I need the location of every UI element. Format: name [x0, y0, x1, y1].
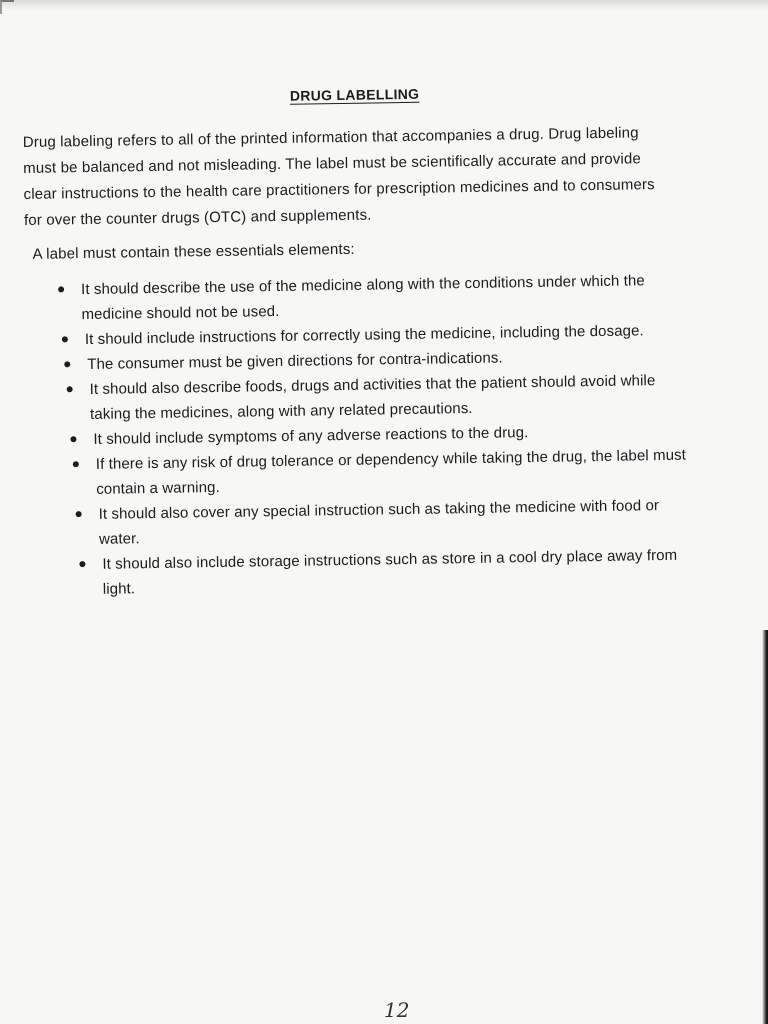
- list-item-text: It should include symptoms of any adverse reactions to the drug.: [93, 424, 529, 448]
- bullet-dot-icon: [76, 511, 82, 517]
- page-title: [22, 82, 687, 108]
- document-body: [22, 82, 695, 603]
- scan-corner-mark: [0, 0, 14, 14]
- list-intro: A label must contain these essentials elements:: [32, 240, 355, 263]
- list-item-text: The consumer must be given directions for contra-indications.: [87, 349, 503, 374]
- scan-edge-right: [762, 630, 768, 1024]
- list-item-text: It should also include storage instructions such as store in a cool dry place away from light.: [102, 546, 678, 598]
- page-number: 12: [384, 998, 410, 1022]
- list-item-text: It should also cover any special instruction such as taking the medicine with food or water.: [98, 497, 660, 548]
- bullet-dot-icon: [70, 436, 76, 442]
- intro-paragraph: Drug labeling refers to all of the printed information that accompanies a drug. Drug labeling must be balanced and not misleading. The label must be scientifically accurate and provide clear instructions to the health care practitioners for prescription medicines and to consumers for over the counter drugs (OTC) and supplements.: [22, 124, 655, 229]
- list-item-text: It should include instructions for correctly using the medicine, including the dosage.: [84, 322, 644, 349]
- page-title-text: DRUG LABELLING: [289, 85, 420, 104]
- list-item-text: It should also describe foods, drugs and activities that the patient should avoid while taking the medicines, along with any related precautions.: [89, 372, 656, 423]
- bullet-dot-icon: [64, 361, 70, 367]
- list-item-text: If there is any risk of drug tolerance or dependency while taking the drug, the label must contain a warning.: [95, 446, 687, 498]
- bullet-dot-icon: [73, 461, 79, 467]
- list-item: [46, 542, 695, 602]
- essentials-list: [25, 268, 695, 603]
- list-item-text: It should describe the use of the medicine along with the conditions under which the medicine should not be used.: [80, 272, 645, 324]
- bullet-dot-icon: [79, 561, 85, 567]
- bullet-dot-icon: [62, 336, 68, 342]
- bullet-dot-icon: [58, 286, 64, 292]
- scan-edge-top: [0, 0, 768, 10]
- bullet-dot-icon: [67, 386, 73, 392]
